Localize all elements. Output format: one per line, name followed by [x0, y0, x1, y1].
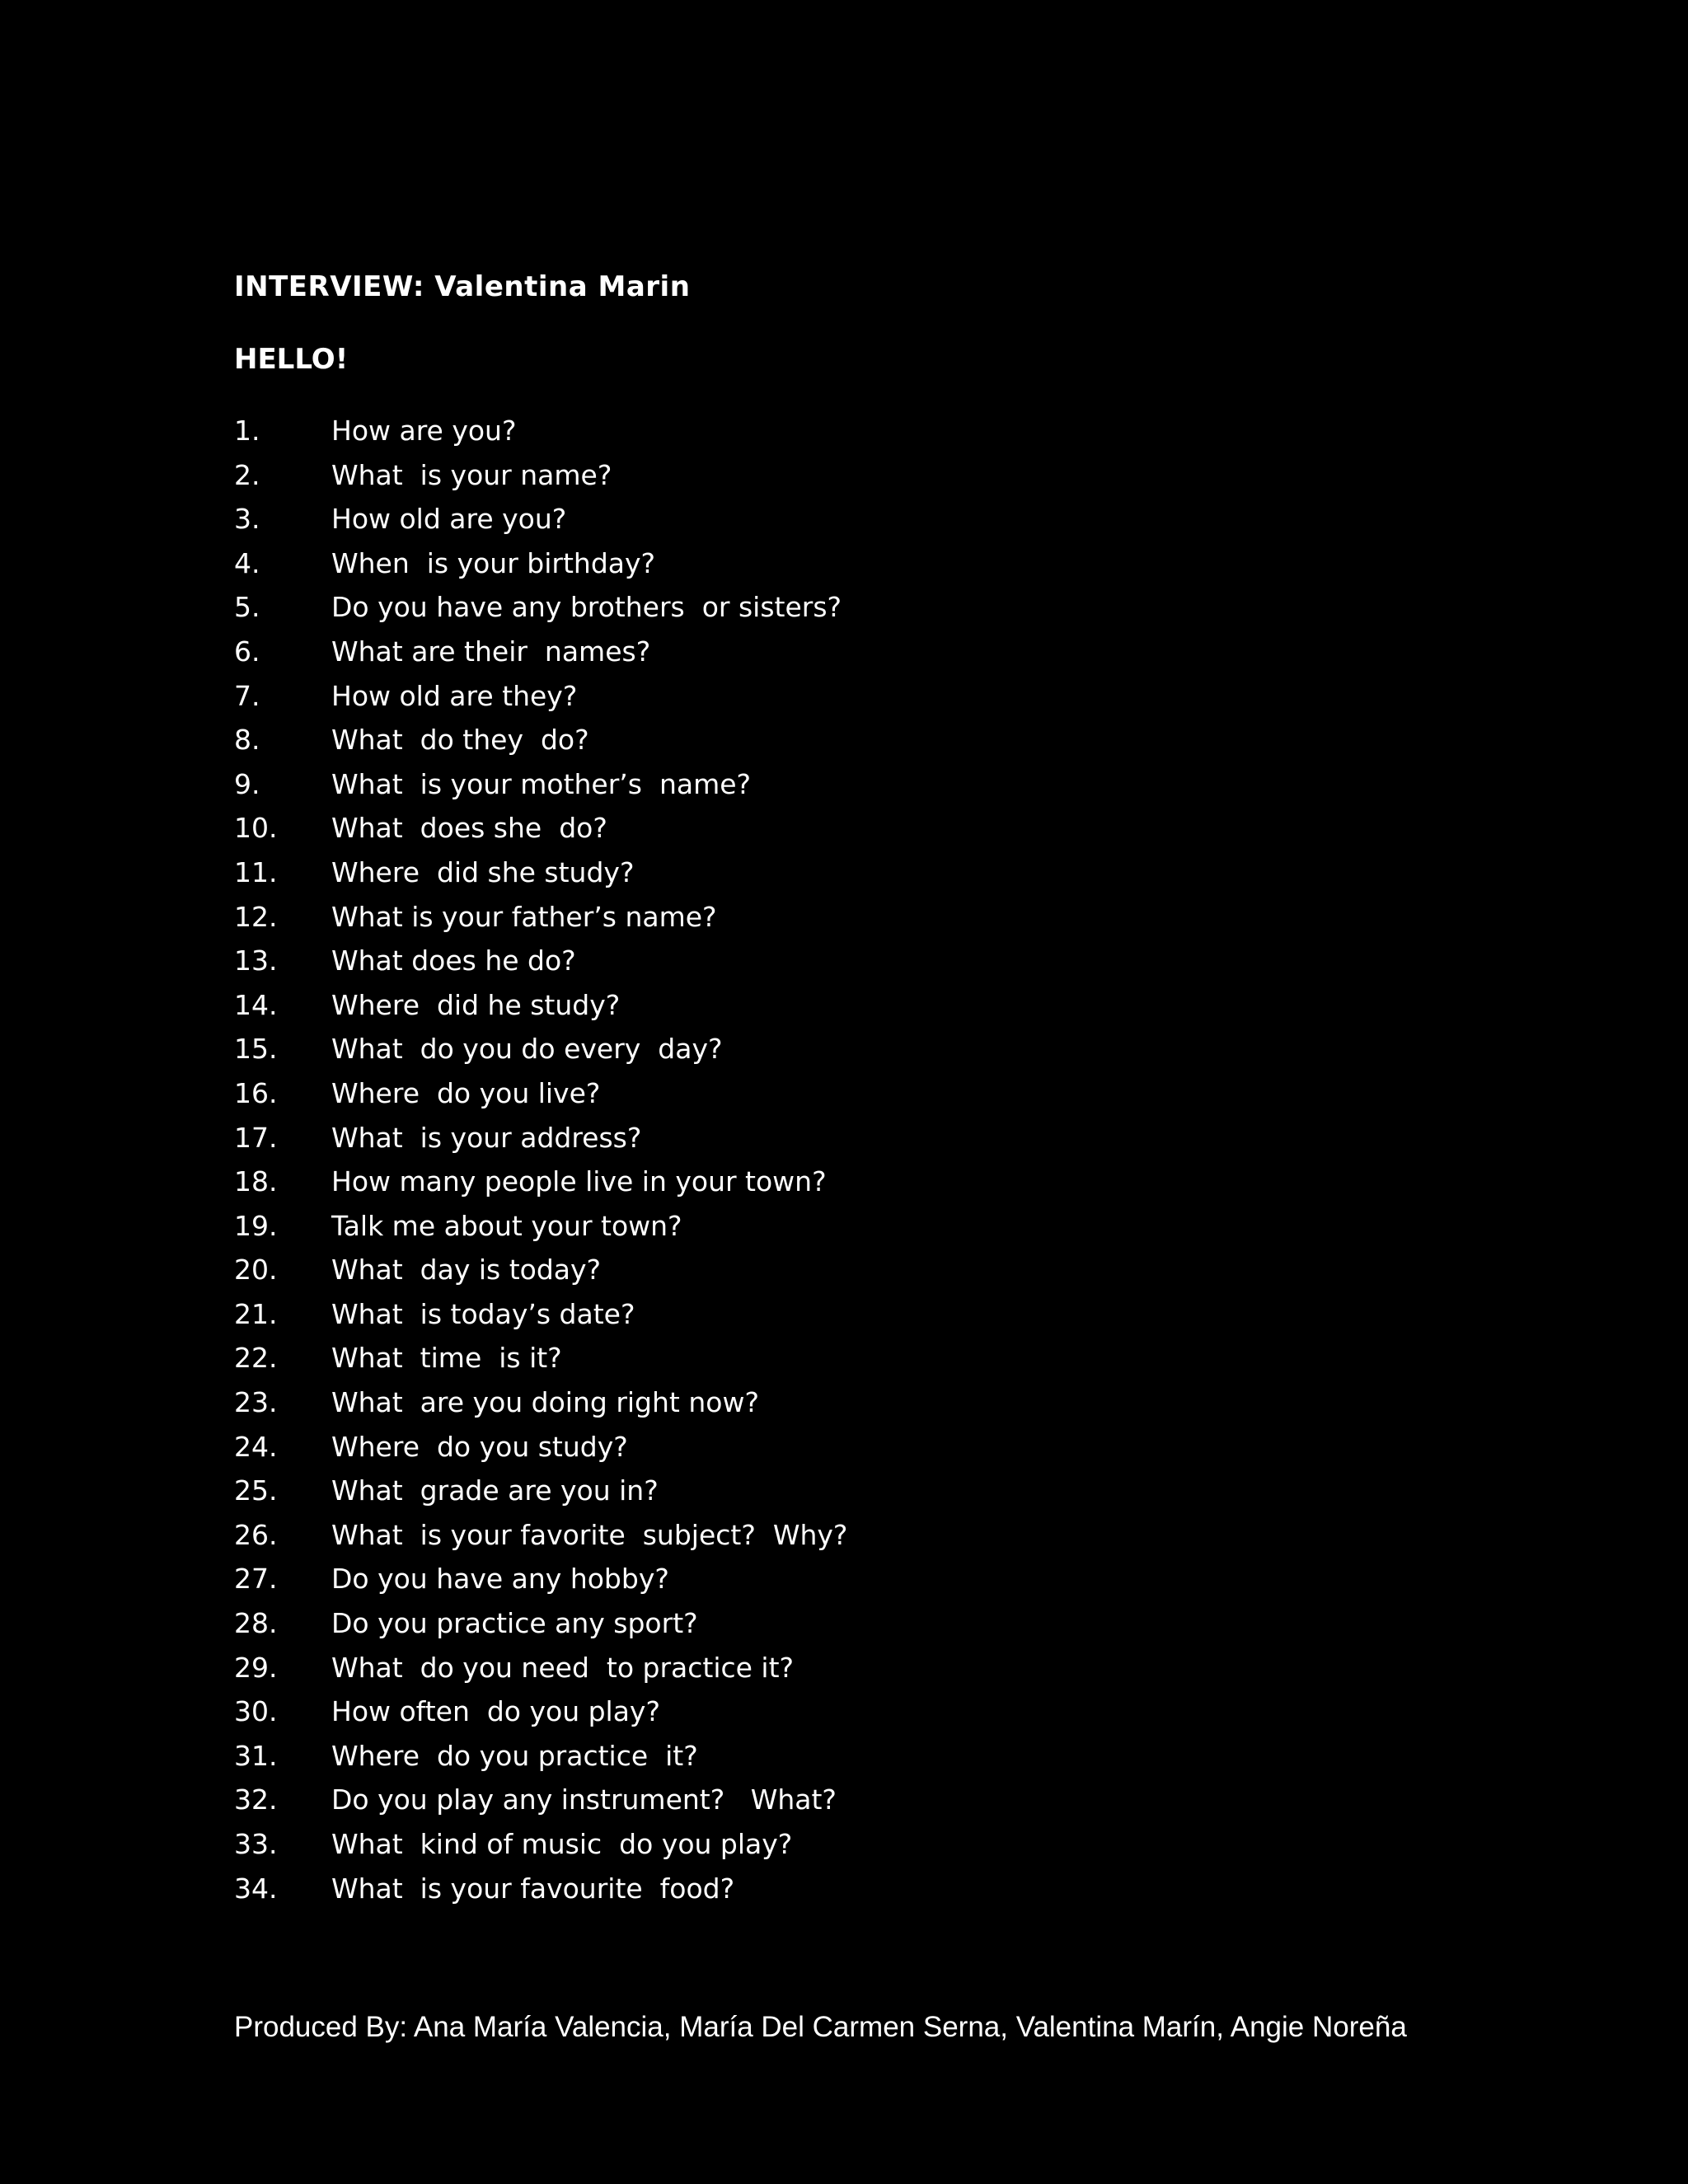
question-number: 25. — [234, 1474, 278, 1507]
question-item — [234, 459, 847, 504]
question-number: 22. — [234, 1342, 278, 1375]
question-text: What is your address? — [331, 1121, 642, 1154]
question-text: How many people live in your town? — [331, 1165, 827, 1198]
question-item — [234, 1828, 847, 1872]
question-item — [234, 1122, 847, 1166]
question-number: 9. — [234, 767, 260, 800]
question-number: 31. — [234, 1739, 278, 1772]
question-item — [234, 1386, 847, 1431]
question-number: 8. — [234, 724, 260, 757]
question-text: What day is today? — [331, 1254, 602, 1286]
question-item — [234, 1298, 847, 1343]
question-text: What does she do? — [331, 812, 607, 845]
question-item — [234, 856, 847, 901]
question-item — [234, 901, 847, 945]
question-item — [234, 1872, 847, 1917]
question-number: 5. — [234, 591, 260, 624]
question-text: What is your father’s name? — [331, 900, 717, 933]
question-item — [234, 989, 847, 1033]
greeting-heading: HELLO! — [234, 343, 349, 376]
question-text: Talk me about your town? — [331, 1209, 682, 1242]
question-number: 17. — [234, 1121, 278, 1154]
question-item — [234, 1783, 847, 1828]
question-number: 11. — [234, 855, 278, 888]
question-text: What is your favourite food? — [331, 1872, 735, 1905]
question-text: What grade are you in? — [331, 1474, 659, 1507]
question-item — [234, 503, 847, 547]
question-text: How old are you? — [331, 503, 567, 536]
question-item — [234, 1652, 847, 1696]
question-item — [234, 680, 847, 724]
question-number: 18. — [234, 1165, 278, 1198]
question-item — [234, 1740, 847, 1784]
question-item — [234, 1165, 847, 1210]
question-text: What does he do? — [331, 944, 576, 977]
question-number: 28. — [234, 1607, 278, 1640]
question-item — [234, 1033, 847, 1077]
question-text: What do you do every day? — [331, 1033, 723, 1066]
question-item — [234, 1695, 847, 1740]
question-text: Do you play any instrument? What? — [331, 1783, 837, 1816]
question-number: 27. — [234, 1563, 278, 1596]
question-number: 13. — [234, 944, 278, 977]
question-item — [234, 1563, 847, 1607]
question-item — [234, 1077, 847, 1122]
question-list — [234, 415, 847, 1916]
question-number: 33. — [234, 1828, 278, 1860]
question-item — [234, 1607, 847, 1652]
question-number: 16. — [234, 1076, 278, 1109]
question-text: Do you have any hobby? — [331, 1563, 669, 1596]
question-text: How old are they? — [331, 679, 578, 712]
question-number: 2. — [234, 458, 260, 491]
question-item — [234, 724, 847, 768]
question-item — [234, 591, 847, 635]
question-number: 21. — [234, 1297, 278, 1330]
question-text: What is today’s date? — [331, 1297, 635, 1330]
question-item — [234, 1519, 847, 1563]
question-text: What are their names? — [331, 635, 651, 668]
interview-title: INTERVIEW: Valentina Marin — [234, 270, 691, 303]
question-number: 24. — [234, 1430, 278, 1463]
question-number: 3. — [234, 503, 260, 536]
question-item — [234, 547, 847, 592]
question-item — [234, 415, 847, 459]
question-text: What is your name? — [331, 458, 612, 491]
question-text: What is your mother’s name? — [331, 767, 752, 800]
question-text: Where do you practice it? — [331, 1739, 698, 1772]
question-text: What kind of music do you play? — [331, 1828, 793, 1860]
question-item — [234, 1254, 847, 1298]
question-text: Do you practice any sport? — [331, 1607, 698, 1640]
question-number: 34. — [234, 1872, 278, 1905]
question-number: 14. — [234, 988, 278, 1021]
produced-by-footer: Produced By: Ana María Valencia, María Del Carmen Serna, Valentina Marín, Angie Noreña — [234, 2011, 1407, 2043]
question-text: How are you? — [331, 415, 517, 447]
question-number: 4. — [234, 546, 260, 579]
question-number: 1. — [234, 415, 260, 447]
question-number: 6. — [234, 635, 260, 668]
question-item — [234, 768, 847, 813]
question-number: 30. — [234, 1695, 278, 1728]
question-item — [234, 1431, 847, 1475]
question-number: 32. — [234, 1783, 278, 1816]
question-text: What are you doing right now? — [331, 1386, 759, 1419]
question-item — [234, 635, 847, 680]
question-text: Where do you live? — [331, 1076, 601, 1109]
question-number: 23. — [234, 1386, 278, 1419]
question-text: Where did he study? — [331, 988, 621, 1021]
question-item — [234, 1210, 847, 1254]
question-text: When is your birthday? — [331, 546, 656, 579]
question-number: 19. — [234, 1209, 278, 1242]
question-item — [234, 1474, 847, 1519]
question-item — [234, 944, 847, 989]
question-text: How often do you play? — [331, 1695, 660, 1728]
question-number: 20. — [234, 1254, 278, 1286]
question-number: 29. — [234, 1651, 278, 1684]
question-text: Where did she study? — [331, 855, 635, 888]
question-number: 12. — [234, 900, 278, 933]
question-item — [234, 812, 847, 856]
question-text: What do they do? — [331, 724, 589, 757]
question-number: 26. — [234, 1518, 278, 1551]
question-text: What time is it? — [331, 1342, 562, 1375]
question-text: What is your favorite subject? Why? — [331, 1518, 848, 1551]
question-number: 10. — [234, 812, 278, 845]
question-text: What do you need to practice it? — [331, 1651, 795, 1684]
question-item — [234, 1342, 847, 1386]
question-number: 7. — [234, 679, 260, 712]
question-text: Do you have any brothers or sisters? — [331, 591, 842, 624]
question-number: 15. — [234, 1033, 278, 1066]
question-text: Where do you study? — [331, 1430, 628, 1463]
